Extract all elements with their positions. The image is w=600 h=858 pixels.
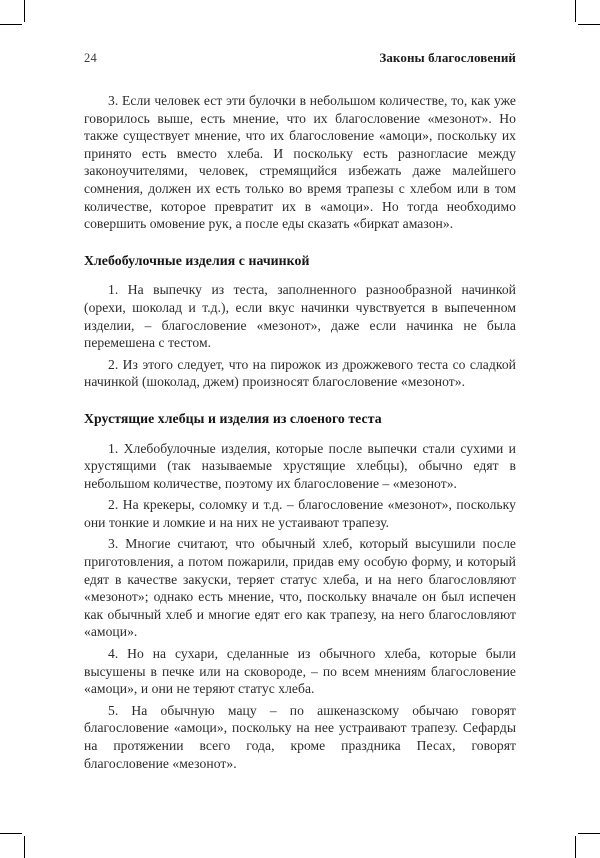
crop-mark-vertical-line — [575, 0, 576, 22]
crop-mark-horizontal-line — [578, 24, 600, 25]
running-head — [84, 50, 516, 66]
heading-spacer-after — [84, 269, 516, 281]
heading-spacer-before — [84, 233, 516, 252]
section-heading: Хлебобулочные изделия с начинкой — [84, 252, 310, 268]
crop-mark-horizontal-line — [578, 833, 600, 834]
crop-mark-vertical-line — [24, 836, 25, 858]
body-text — [84, 92, 516, 772]
body-paragraph: 1. На выпечку из теста, заполненного разнообразной начинкой (орехи, шоколад и т.д.), если вкус начинки чувствуется в выпеченном изделии, – благословение «мезонот», даже если начинка не была перемешена с тестом. — [84, 282, 516, 351]
section-heading: Хрустящие хлебцы и изделия из слоеного теста — [84, 410, 382, 426]
heading-spacer-after — [84, 428, 516, 440]
body-paragraph: 5. На обычную мацу – по ашкеназскому обычаю говорят благословение «амоци», поскольку на нее устраивают трапезу. Сефарды на протяжении всего года, кроме праздника Песах, говорят благословение «мезонот». — [84, 702, 516, 771]
page-text-block — [84, 50, 516, 772]
page-number: 24 — [84, 51, 97, 65]
heading-spacer-before — [84, 391, 516, 410]
running-head-title: Законы благословений — [379, 50, 516, 65]
body-paragraph: 4. Но на сухари, сделанные из обычного хлеба, которые были высушены в печке или на сковороде, – по всем мнениям благословение «амоци», и они не теряют статус хлеба. — [84, 646, 516, 697]
crop-mark-vertical-line — [24, 0, 25, 22]
crop-mark-vertical-line — [575, 836, 576, 858]
body-paragraph: 3. Если человек ест эти булочки в небольшом количестве, то, как уже говорилось выше, есть мнение, что их благословение «мезонот». Но также существует мнение, что их благословение «амоци», поскольку их принято есть вместо хлеба. И поскольку есть разногласие между законоучителями, человек, стремящийся избежать даже малейшего сомнения, должен их есть только во время трапезы с хлебом или в том количестве, которое превратит их в «амоци». Но тогда необходимо совершить омовение рук, а после еды сказать «биркат амазон». — [84, 93, 516, 232]
body-paragraph: 1. Хлебобулочные изделия, которые после выпечки стали сухими и хрустящими (так называемые хрустящие хлебцы), обычно едят в небольшом количестве, поэтому их благословение – «мезонот». — [84, 440, 516, 491]
body-paragraph: 3. Многие считают, что обычный хлеб, который высушили после приготовления, а потом пожарили, придав ему особую форму, и который едят в качестве закуски, теряет статус хлеба, и на него благословляют «мезонот»; однако есть мнение, что, поскольку вначале он был испечен как обычный хлеб и многие едят его как трапезу, на него благословляют «амоци». — [84, 536, 516, 640]
crop-mark-horizontal-line — [0, 833, 22, 834]
crop-mark-horizontal-line — [0, 24, 22, 25]
body-paragraph: 2. Из этого следует, что на пирожок из дрожжевого теста со сладкой начинкой (шоколад, джем) произносят благословение «мезонот». — [84, 356, 516, 390]
body-paragraph: 2. На крекеры, соломку и т.д. – благословение «мезонот», поскольку они тонкие и ломкие и на них не устаивают трапезу. — [84, 497, 516, 530]
